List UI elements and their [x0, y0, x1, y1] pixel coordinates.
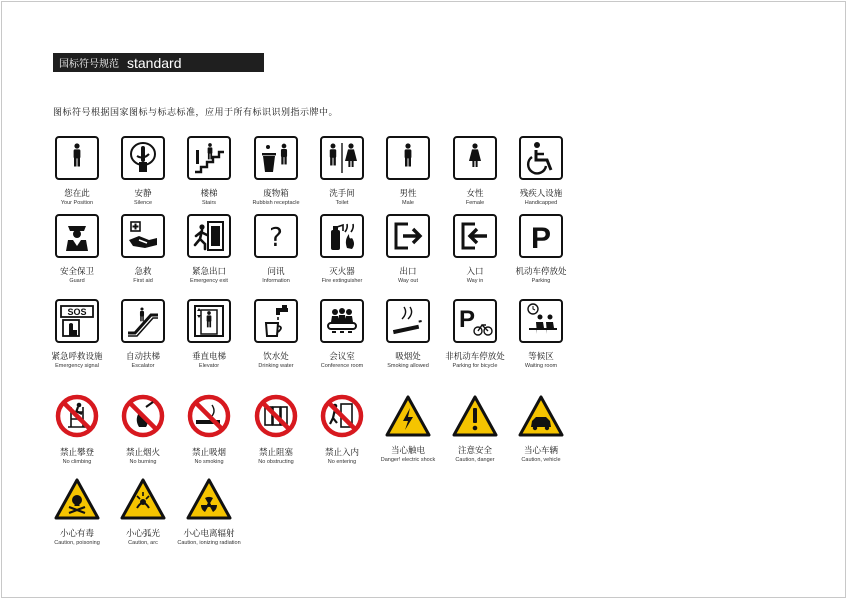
rubbish-bin-icon: [254, 136, 298, 180]
wheelchair-icon: [519, 136, 563, 180]
sign-label-cn: 男性: [399, 189, 417, 199]
sign-label-cn: 注意安全: [457, 446, 492, 456]
sign-cell: [505, 393, 577, 463]
sign-cell: [240, 214, 312, 284]
parking-icon: [519, 214, 563, 258]
sign-cell: [173, 393, 245, 465]
sign-label-en: No entering: [327, 459, 357, 465]
sign-label-cn: 禁止吸烟: [191, 448, 226, 458]
sign-label-cn: 问讯: [267, 267, 285, 277]
header-title-en: standard: [127, 54, 182, 71]
caution-exclamation-icon: [452, 395, 498, 437]
sign-label-cn: 废物箱: [263, 189, 289, 199]
sign-label-cn: 禁止攀登: [59, 448, 94, 458]
sign-cell: [41, 214, 113, 284]
sign-label-en: Parking for bicycle: [452, 363, 498, 369]
sign-cell: [372, 393, 444, 463]
waiting-room-icon: [519, 299, 563, 343]
no-obstructing-icon: [253, 393, 299, 439]
female-icon: [453, 136, 497, 180]
sign-label-cn: 紧急出口: [191, 267, 226, 277]
vehicle-warning-icon: [518, 395, 564, 437]
guard-icon: [55, 214, 99, 258]
sign-cell: [173, 136, 245, 206]
sign-cell: [240, 299, 312, 369]
fire-extinguisher-icon: [320, 214, 364, 258]
sign-label-cn: 自动扶梯: [125, 352, 160, 362]
svg-text:?: ?: [269, 223, 283, 253]
sign-cell: [173, 476, 245, 546]
way-in-icon: [453, 214, 497, 258]
sign-label-en: Handicapped: [524, 200, 558, 206]
emergency-exit-icon: [187, 214, 231, 258]
man-standing-icon: [55, 136, 99, 180]
no-climbing-icon: [54, 393, 100, 439]
no-entering-icon: [319, 393, 365, 439]
sign-label-cn: 饮水处: [263, 352, 289, 362]
no-smoking-icon: [186, 393, 232, 439]
sign-label-cn: 安全保卫: [59, 267, 94, 277]
sign-label-en: Danger! electric shock: [380, 457, 436, 463]
sign-cell: [41, 476, 113, 546]
sign-cell: [439, 136, 511, 206]
sign-label-cn: 洗手间: [329, 189, 355, 199]
sign-cell: [372, 299, 444, 369]
sign-cell: [439, 299, 511, 369]
sign-cell: [306, 214, 378, 284]
sign-label-en: Female: [465, 200, 485, 206]
sign-label-en: Parking: [531, 278, 551, 284]
poison-warning-icon: [54, 478, 100, 520]
sign-label-en: Caution, danger: [455, 457, 495, 463]
sign-cell: [372, 136, 444, 206]
sign-label-en: No smoking: [194, 459, 224, 465]
sign-label-en: Rubbish receptacle: [252, 200, 300, 206]
sign-label-cn: 垂直电梯: [191, 352, 226, 362]
way-out-icon: [386, 214, 430, 258]
radiation-warning-icon: [186, 478, 232, 520]
sign-label-cn: 安静: [134, 189, 152, 199]
sign-label-en: Caution, vehicle: [521, 457, 561, 463]
sign-label-en: Escalator: [131, 363, 155, 369]
no-burning-icon: [120, 393, 166, 439]
sign-label-cn: 等候区: [528, 352, 554, 362]
sign-label-en: Fire extinguisher: [321, 278, 363, 284]
sign-label-cn: 非机动车停放处: [445, 352, 505, 362]
smoking-allowed-icon: [386, 299, 430, 343]
sign-label-cn: 小心弧光: [125, 529, 160, 539]
first-aid-icon: [121, 214, 165, 258]
sign-label-cn: 禁止烟火: [125, 448, 160, 458]
conference-room-icon: [320, 299, 364, 343]
sign-cell: [306, 299, 378, 369]
svg-text:P: P: [458, 306, 476, 333]
male-icon: [386, 136, 430, 180]
toilet-icon: [320, 136, 364, 180]
sign-label-en: Caution, ionizing radiation: [177, 540, 241, 546]
sign-label-cn: 残疾人设施: [519, 189, 563, 199]
intro-text: 图标符号根据国家图标与标志标准，应用于所有标识识别指示牌中。: [53, 108, 339, 118]
escalator-icon: [121, 299, 165, 343]
sign-label-cn: 入口: [466, 267, 484, 277]
sign-cell: [240, 393, 312, 465]
sign-cell: [372, 214, 444, 284]
svg-text:P: P: [530, 222, 552, 254]
sign-cell: [41, 136, 113, 206]
sign-label-en: Elevator: [198, 363, 220, 369]
sign-label-cn: 您在此: [64, 189, 90, 199]
sign-cell: [41, 299, 113, 369]
sign-label-cn: 禁止阻塞: [258, 448, 293, 458]
sign-label-en: First aid: [133, 278, 153, 284]
sign-label-en: No burning: [129, 459, 157, 465]
sign-label-cn: 灭火器: [329, 267, 355, 277]
sign-label-cn: 禁止入内: [324, 448, 359, 458]
arc-warning-icon: [120, 478, 166, 520]
sign-label-cn: 楼梯: [200, 189, 218, 199]
sign-label-en: Emergency signal: [55, 363, 99, 369]
sign-cell: [107, 214, 179, 284]
drinking-water-icon: [254, 299, 298, 343]
sign-label-cn: 急救: [134, 267, 152, 277]
sign-label-en: Stairs: [201, 200, 217, 206]
sign-label-en: Way out: [398, 278, 418, 284]
sign-label-en: Silence: [133, 200, 153, 206]
sign-cell: [306, 136, 378, 206]
sign-label-en: Guard: [69, 278, 85, 284]
sign-cell: [41, 393, 113, 465]
sign-label-cn: 当心触电: [390, 446, 425, 456]
sign-cell: [306, 393, 378, 465]
sign-label-cn: 小心电离辐射: [183, 529, 235, 539]
elevator-icon: [187, 299, 231, 343]
sign-label-en: Way in: [466, 278, 484, 284]
sign-label-cn: 机动车停放处: [515, 267, 567, 277]
sign-label-en: Conference room: [320, 363, 364, 369]
bicycle-parking-icon: [453, 299, 497, 343]
sign-label-en: Information: [262, 278, 290, 284]
sign-label-cn: 会议室: [329, 352, 355, 362]
sign-label-en: Caution, arc: [128, 540, 158, 546]
sos-icon: [55, 299, 99, 343]
sign-cell: [505, 214, 577, 284]
sign-cell: [439, 214, 511, 284]
header-bar: [53, 53, 264, 72]
sign-cell: [173, 214, 245, 284]
sign-cell: [240, 136, 312, 206]
sign-label-cn: 小心有毒: [59, 529, 94, 539]
sign-label-en: Your Position: [60, 200, 94, 206]
sign-label-cn: 女性: [466, 189, 484, 199]
sign-label-cn: 紧急呼救设施: [51, 352, 103, 362]
stairs-icon: [187, 136, 231, 180]
silence-icon: [121, 136, 165, 180]
sign-label-en: No climbing: [62, 459, 92, 465]
electric-shock-warning-icon: [385, 395, 431, 437]
sign-label-en: Toilet: [335, 200, 349, 206]
sign-label-en: Waiting room: [524, 363, 558, 369]
sign-cell: [107, 136, 179, 206]
sign-label-cn: 吸烟处: [395, 352, 421, 362]
sign-label-en: No obstructing: [258, 459, 294, 465]
sign-label-en: Caution, poisoning: [54, 540, 100, 546]
sign-cell: [439, 393, 511, 463]
sign-cell: [505, 136, 577, 206]
sign-label-cn: 当心车辆: [523, 446, 558, 456]
sign-cell: [107, 299, 179, 369]
sign-label-cn: 出口: [399, 267, 417, 277]
sign-label-en: Male: [402, 200, 414, 206]
sign-label-en: Drinking water: [258, 363, 294, 369]
sign-label-en: Smoking allowed: [387, 363, 429, 369]
sign-cell: [107, 476, 179, 546]
svg-text:SOS: SOS: [67, 307, 87, 317]
sign-cell: [173, 299, 245, 369]
header-title-cn: 国标符号规范: [59, 59, 119, 70]
sign-label-en: Emergency exit: [190, 278, 228, 284]
sign-cell: [505, 299, 577, 369]
sign-cell: [107, 393, 179, 465]
question-mark-icon: [254, 214, 298, 258]
